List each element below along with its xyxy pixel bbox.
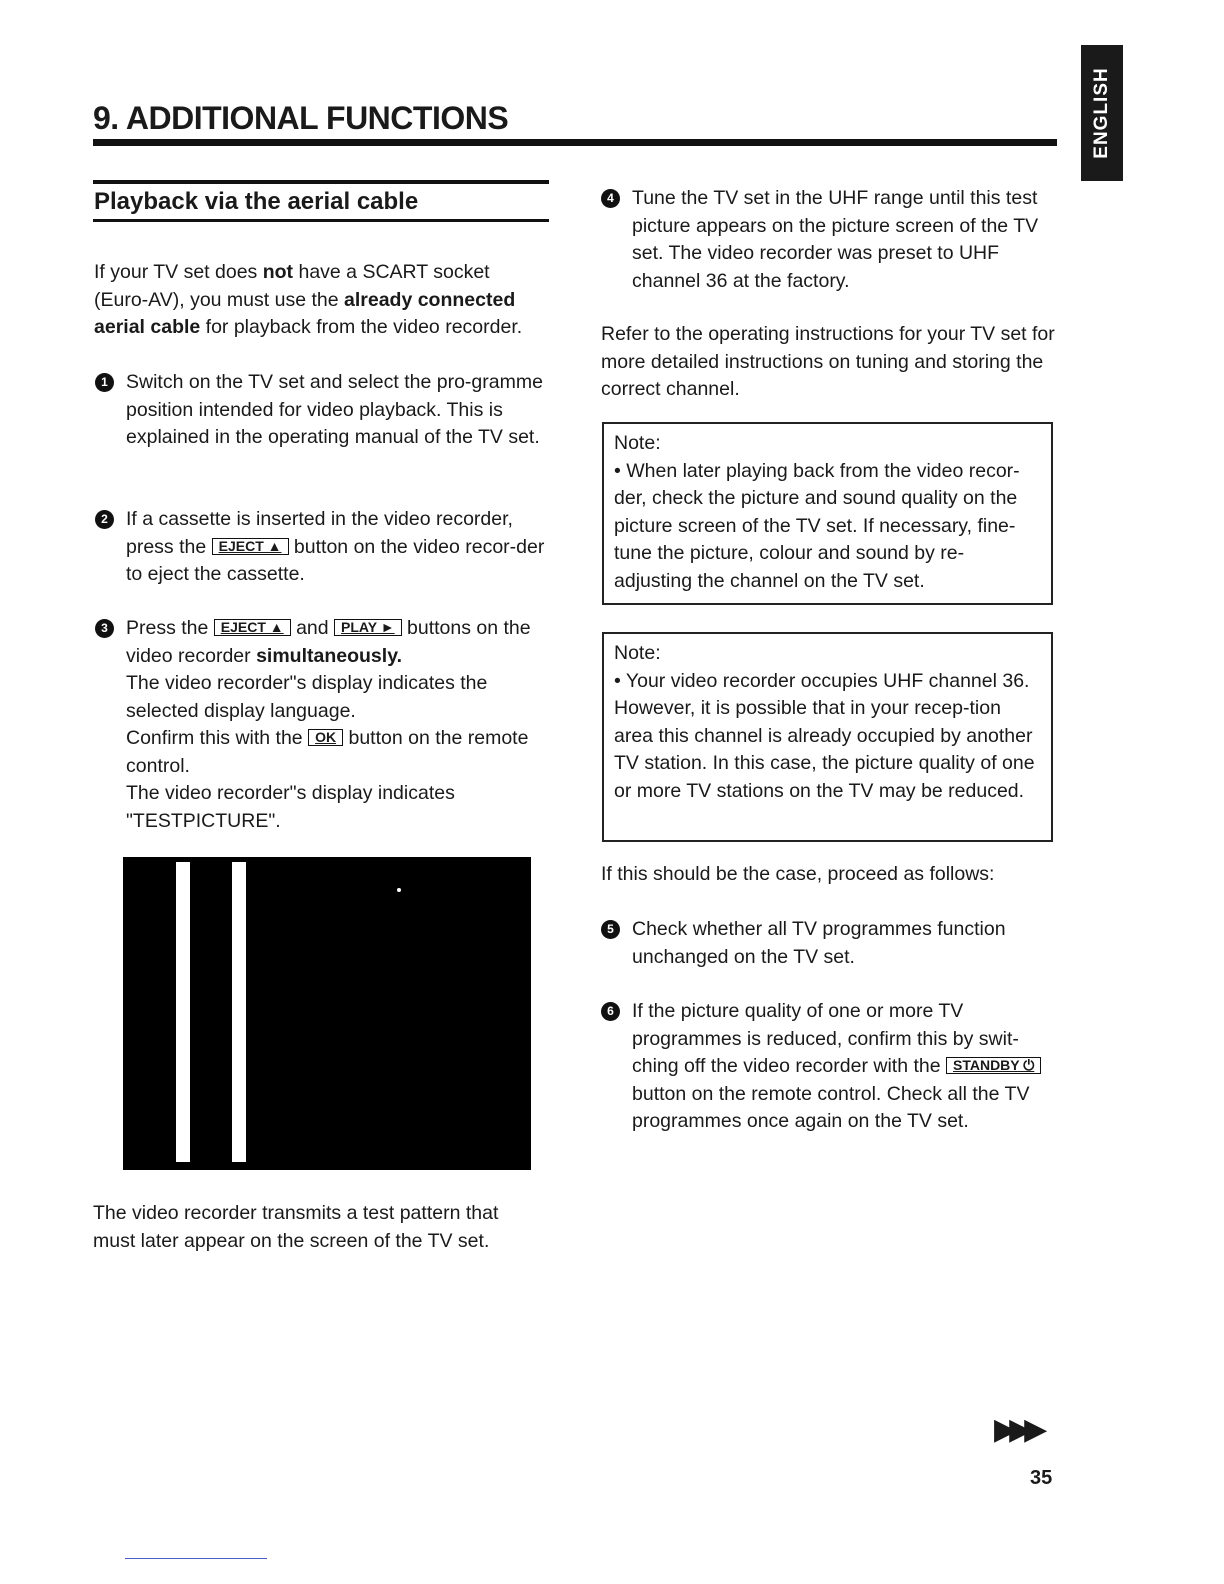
note-text: • When later playing back from the video recor-der, check the picture and sound quality on the picture screen of the TV set. If necessary, fine-tune the picture, colour and sound by re-adjusting the channel on the TV set.: [614, 459, 1020, 592]
note-box-1: [602, 422, 1053, 605]
section-rule-bottom: [93, 219, 549, 222]
step-number-3-icon: 3: [95, 619, 114, 638]
note-label: Note:: [614, 432, 661, 454]
test-picture-dot: [397, 888, 401, 892]
next-page-arrows-icon: ▶▶▶: [994, 1413, 1040, 1446]
language-tab: [1081, 45, 1123, 181]
section-title: Playback via the aerial cable: [94, 188, 419, 215]
refer-paragraph: Refer to the operating instructions for your TV set for more detailed instructions on tuning and storing the correct channel.: [601, 323, 1055, 400]
step-3-text: Press the EJECT ▲ and PLAY ► buttons on the video recorder simultaneously. The video recorder"s display indicates the selected display language. Confirm this with the OK button on the remote control. The video recorder"s display indicates "TESTPICTURE".: [126, 617, 531, 832]
standby-key-icon: STANDBY ⏻: [946, 1057, 1041, 1074]
step-6-text: If the picture quality of one or more TV programmes is reduced, confirm this by swit-ching off the video recorder with the STANDBY ⏻ button on the remote control. Check all the TV programmes once again on the TV set.: [632, 998, 1061, 1136]
footer-line: [125, 1558, 267, 1559]
step-2-text: If a cassette is inserted in the video recorder, press the EJECT ▲ button on the video recor-der to eject the cassette.: [126, 508, 545, 585]
step-3: [95, 615, 545, 835]
step-4-text: Tune the TV set in the UHF range until this test picture appears on the picture screen of the TV set. The video recorder was preset to UHF channel 36 at the factory.: [632, 187, 1039, 292]
step-1-text: Switch on the TV set and select the pro-gramme position intended for video playback. This is explained in the operating manual of the TV set.: [126, 371, 543, 448]
note-box-2: [602, 632, 1053, 842]
step-5: [601, 916, 1061, 971]
step-6: [601, 998, 1061, 1136]
eject-key-icon: EJECT ▲: [214, 619, 291, 636]
page-title: 9. ADDITIONAL FUNCTIONS: [93, 100, 509, 136]
section-rule-top: [93, 180, 549, 184]
step-number-1-icon: 1: [95, 373, 114, 392]
step-5-text: Check whether all TV programmes function unchanged on the TV set.: [632, 918, 1006, 968]
step-number-5-icon: 5: [601, 920, 620, 939]
step-number-4-icon: 4: [601, 189, 620, 208]
test-picture-bar: [232, 862, 246, 1162]
test-picture-caption: The video recorder transmits a test pattern that must later appear on the screen of the TV set.: [93, 1202, 499, 1252]
test-picture: [123, 857, 531, 1170]
note-text: • Your video recorder occupies UHF channel 36. However, it is possible that in your recep-tion area this channel is already occupied by another TV station. In this case, the picture quality of one or more TV stations on the TV may be reduced.: [614, 669, 1035, 802]
title-rule: [93, 139, 1057, 146]
step-4: [601, 185, 1061, 295]
test-picture-bar: [176, 862, 190, 1162]
intro-paragraph: If your TV set does not have a SCART socket (Euro-AV), you must use the already connected aerial cable for playback from the video recorder.: [94, 261, 523, 338]
proceed-paragraph: If this should be the case, proceed as follows:: [601, 863, 995, 885]
note-label: Note:: [614, 642, 661, 664]
step-number-2-icon: 2: [95, 510, 114, 529]
play-key-icon: PLAY ►: [334, 619, 402, 636]
step-2: [95, 506, 545, 589]
step-1: [95, 369, 545, 452]
page-number: 35: [1030, 1467, 1053, 1489]
language-tab-label: ENGLISH: [1091, 67, 1112, 159]
ok-key-icon: OK: [308, 729, 343, 746]
eject-key-icon: EJECT ▲: [212, 538, 289, 555]
step-number-6-icon: 6: [601, 1002, 620, 1021]
